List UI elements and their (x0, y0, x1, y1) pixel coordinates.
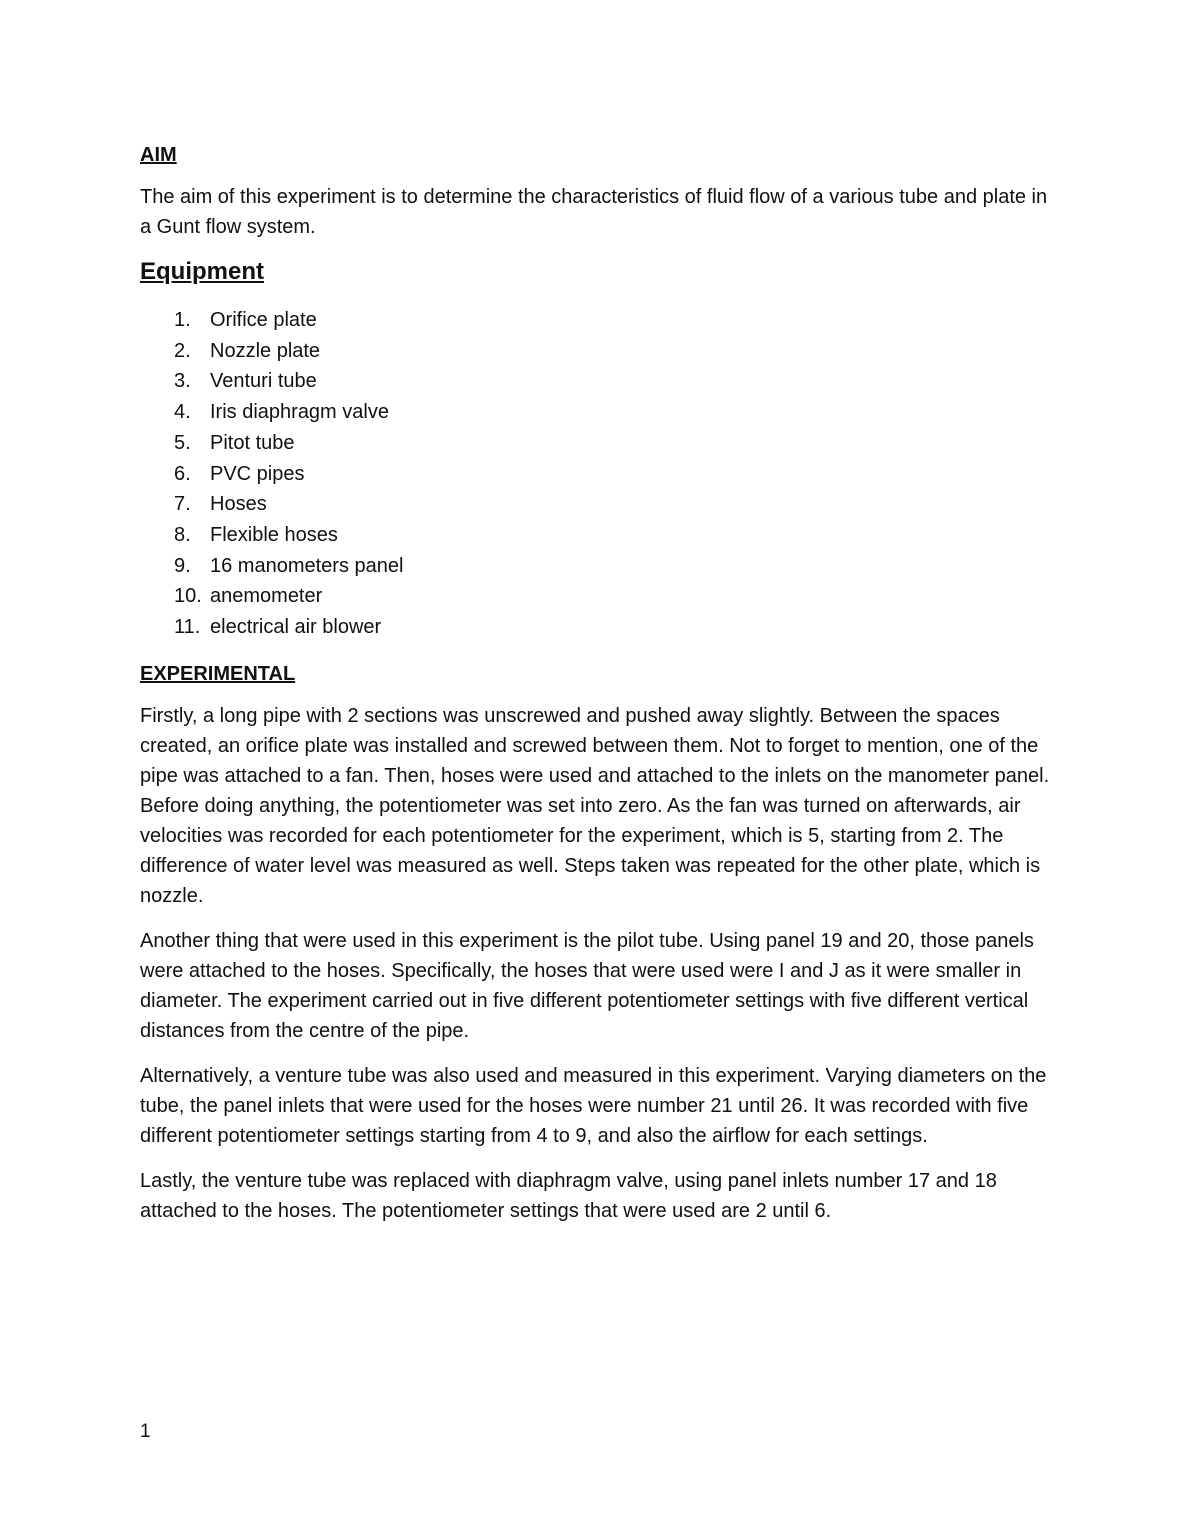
equipment-item (140, 428, 1052, 459)
equipment-item (140, 366, 1052, 397)
equipment-item (140, 551, 1052, 582)
list-item-text: Hoses (210, 493, 267, 516)
equipment-item (140, 489, 1052, 520)
experimental-paragraph-4: Lastly, the venture tube was replaced with diaphragm valve, using panel inlets number 17 and 18 attached to the hoses. The potentiometer settings that were used are 2 until 6. (140, 1169, 997, 1222)
list-number: 6. (174, 462, 191, 485)
document-body (140, 140, 1052, 1241)
list-item-text: 16 manometers panel (210, 554, 404, 577)
list-number: 1. (174, 309, 191, 331)
experimental-paragraph-2: Another thing that were used in this experiment is the pilot tube. Using panel 19 and 20, those panels were attached to the hoses. Specifically, the hoses that were used were I and J as it were smaller in diameter. The experiment carried out in five different potentiometer settings with five different vertical distances from the centre of the pipe. (140, 929, 1034, 1042)
experimental-heading: EXPERIMENTAL (140, 662, 296, 685)
list-item-text: Orifice plate (210, 309, 317, 331)
list-item-text: Iris diaphragm valve (210, 401, 389, 424)
list-number: 7. (174, 493, 191, 516)
list-item-text: electrical air blower (210, 616, 382, 639)
equipment-item (140, 336, 1052, 367)
equipment-item (140, 581, 1052, 612)
equipment-item (140, 305, 1052, 336)
equipment-heading: Equipment (140, 258, 264, 285)
experimental-paragraph-1: Firstly, a long pipe with 2 sections was unscrewed and pushed away slightly. Between the spaces created, an orifice plate was installed and screwed between them. Not to forget to mention, one of the pipe was attached to a fan. Then, hoses were used and attached to the inlets on the manometer panel. Before doing anything, the potentiometer was set into zero. As the fan was turned on afterwards, air velocities was recorded for each potentiometer for the experiment, which is 5, starting from 2. The difference of water level was measured as well. Steps taken was repeated for the other plate, which is nozzle. (140, 704, 1050, 907)
experimental-paragraph-3: Alternatively, a venture tube was also used and measured in this experiment. Varying diameters on the tube, the panel inlets that were used for the hoses were number 21 until 26. It was recorded with five different potentiometer settings starting from 4 to 9, and also the airflow for each settings. (140, 1064, 1047, 1147)
equipment-item (140, 459, 1052, 490)
list-number: 11. (174, 616, 201, 639)
list-item-text: Pitot tube (210, 431, 295, 454)
list-number: 9. (174, 554, 191, 577)
list-item-text: anemometer (210, 585, 323, 608)
aim-paragraph: The aim of this experiment is to determine the characteristics of fluid flow of a various tube and plate in a Gunt flow system. (140, 186, 1048, 238)
list-item-text: Nozzle plate (210, 339, 321, 362)
page-number: 1 (140, 1421, 151, 1442)
aim-heading: AIM (140, 144, 177, 166)
list-item-text: PVC pipes (210, 462, 305, 485)
equipment-item (140, 520, 1052, 551)
list-item-text: Venturi tube (210, 370, 317, 393)
list-item-text: Flexible hoses (210, 523, 338, 546)
equipment-list (140, 305, 1052, 643)
list-number: 5. (174, 431, 191, 454)
equipment-item (140, 397, 1052, 428)
list-number: 10. (174, 585, 202, 608)
equipment-item (140, 612, 1052, 643)
list-number: 8. (174, 523, 191, 546)
list-number: 4. (174, 401, 191, 424)
list-number: 2. (174, 339, 191, 362)
list-number: 3. (174, 370, 191, 393)
